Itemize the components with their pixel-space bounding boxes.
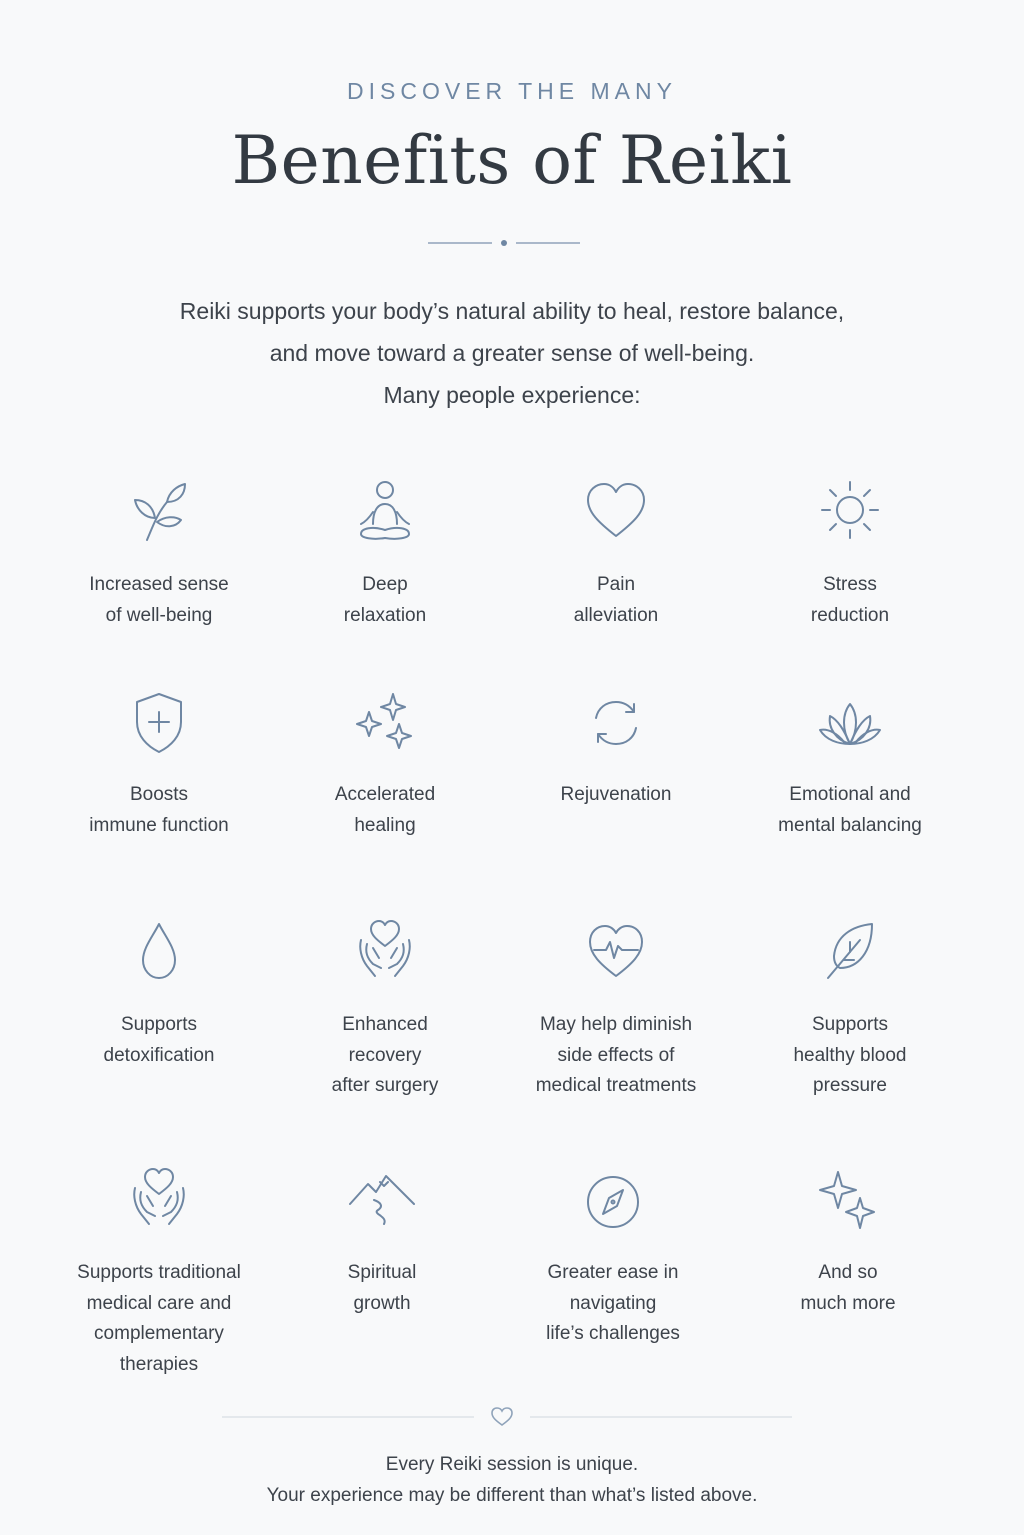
benefit-label: Accelerated healing	[334, 784, 436, 836]
sparkle-stars-icon	[816, 1166, 880, 1234]
benefit-item	[740, 478, 960, 631]
heart-icon	[584, 478, 648, 546]
benefit-item	[49, 478, 269, 631]
benefit-item	[275, 690, 495, 841]
page-title: Benefits of Reiki	[231, 122, 793, 199]
benefit-item	[275, 478, 495, 631]
benefit-item	[506, 918, 726, 1102]
benefit-label: Supports traditional medical care and complementary therapies	[77, 1262, 241, 1375]
hands-heart-icon	[353, 918, 417, 986]
benefit-label: And so much more	[800, 1262, 896, 1314]
benefit-label: Greater ease in navigating life’s challenges	[546, 1262, 680, 1344]
leaf-sprig-icon	[127, 478, 191, 546]
benefit-label: Rejuvenation	[560, 784, 672, 805]
meditation-icon	[353, 478, 417, 546]
benefit-item	[49, 690, 269, 841]
benefit-label: May help diminish side effects of medical treatments	[535, 1014, 697, 1096]
footer-divider	[222, 1404, 792, 1430]
mountain-path-icon	[348, 1166, 416, 1234]
benefit-label: Emotional and mental balancing	[778, 784, 922, 836]
heartbeat-icon	[584, 918, 648, 986]
benefit-item	[506, 690, 726, 811]
benefit-label: Stress reduction	[810, 574, 890, 626]
benefit-label: Supports detoxification	[103, 1014, 215, 1066]
shield-plus-icon	[127, 690, 191, 758]
intro-line-3: Many people experience:	[383, 382, 641, 408]
sparkles-icon	[353, 690, 417, 758]
benefit-label: Spiritual growth	[347, 1262, 417, 1314]
benefit-item	[503, 1166, 723, 1350]
intro-line-1: Reiki supports your body’s natural ability to heal, restore balance,	[179, 298, 845, 324]
benefit-label: Increased sense of well-being	[89, 574, 229, 626]
benefit-item	[506, 478, 726, 631]
benefit-label: Enhanced recovery after surgery	[331, 1014, 439, 1096]
benefit-item	[740, 918, 960, 1102]
sun-icon	[818, 478, 882, 546]
footer-line-1: Every Reiki session is unique.	[385, 1454, 639, 1475]
benefit-label: Deep relaxation	[343, 574, 427, 626]
refresh-icon	[584, 690, 648, 758]
footer-note	[0, 1449, 1024, 1511]
benefit-item	[275, 918, 495, 1102]
benefit-item	[740, 690, 960, 841]
benefit-item	[738, 1166, 958, 1319]
small-heart-icon	[492, 1408, 512, 1425]
benefit-label: Boosts immune function	[89, 784, 229, 836]
compass-icon	[581, 1166, 645, 1234]
eyebrow-text: DISCOVER THE MANY	[347, 78, 677, 104]
footer-line-2: Your experience may be different than what’s listed above.	[266, 1485, 758, 1506]
benefit-item	[49, 1166, 269, 1380]
hands-heart-icon	[127, 1166, 191, 1234]
benefit-item	[49, 918, 269, 1071]
lotus-icon	[818, 690, 882, 758]
leaf-icon	[818, 918, 882, 986]
droplet-icon	[127, 918, 191, 986]
benefit-label: Pain alleviation	[573, 574, 659, 626]
intro-line-2: and move toward a greater sense of well-being.	[269, 340, 755, 366]
benefit-item	[272, 1166, 492, 1319]
benefit-label: Supports healthy blood pressure	[793, 1014, 907, 1096]
